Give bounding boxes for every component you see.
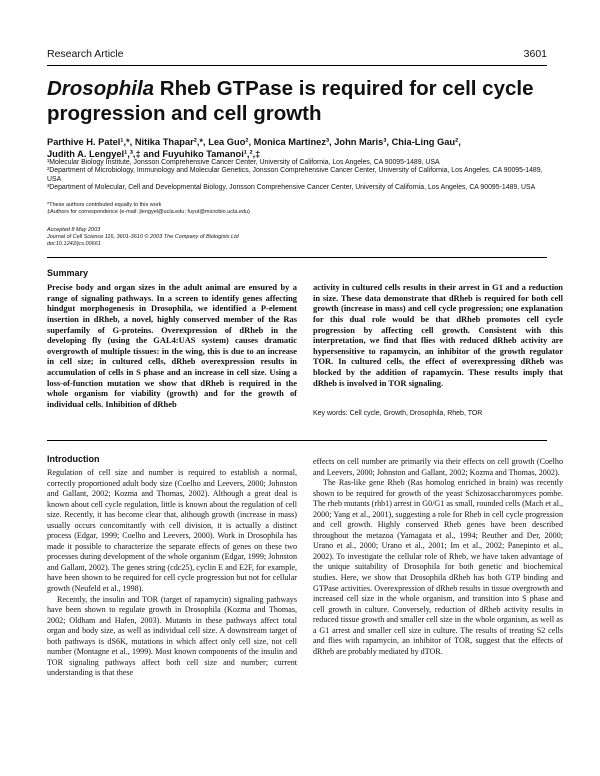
keywords: Key words: Cell cycle, Growth, Drosophila, Rheb, TOR bbox=[313, 410, 483, 417]
authors-line1: Parthive H. Patel¹,*, Nitika Thapar²,*, Lea Guo², Monica Martinez³, John Maris³, Chia-Ling Gau², bbox=[47, 137, 461, 147]
intro-left-column bbox=[47, 468, 297, 679]
introduction-heading: Introduction bbox=[47, 454, 100, 464]
affiliations bbox=[47, 159, 557, 192]
intro-paragraph-3: effects on cell number are primarily via their effects on cell growth (Coelho and Leevers, 2000; Johnston and Gallant, 2002; Kozma and Thomas, 2002). bbox=[313, 457, 563, 477]
header-rule bbox=[47, 65, 547, 66]
summary-left-column bbox=[47, 282, 297, 410]
intro-paragraph-4: The Ras-like gene Rheb (Ras homolog enriched in brain) was recently shown to be required for growth of the yeast Schizosaccharomyces pombe. The rheb mutants (rhb1) arrest in G0/G1 as small, rounded cells (Mach et al., 2000; Yang et al., 2001), suggesting a role for Rheb in cell cycle progression and cell growth. Highly conserved Rheb genes have been described throughout the metazoa (Yamagata et al., 1994; Reuther and Der, 2000; Urano et al., 2000; Urano et al., 2001; Im et al., 2002; Panepinto et al., 2002). To investigate the cellular role of Rheb, we have taken advantage of the unique suitability of Drosophila for both genetic and biochemical studies. Here, we show that Drosophila dRheb has both GTP binding and GTPase activities. Overexpression of dRheb results in tissue overgrowth and increased cell size in the whole organism, and transition into S phase and cell growth in culture. Conversely, reduction of dRheb activity results in reduced tissue growth and smaller cell size in the whole organism, as well as a G1 arrest and smaller cell size in culture. The results of treating S2 cells and flies with rapamycin, an inhibitor of TOR, suggest that the effects of dRheb are probably mediated by dTOR. bbox=[313, 478, 563, 656]
page-number: 3601 bbox=[523, 48, 547, 60]
title-genus: Drosophila bbox=[47, 77, 155, 100]
doi: doi:10.1242/jcs.00661 bbox=[47, 241, 101, 247]
summary-bottom-rule bbox=[47, 440, 547, 441]
affiliation-1: ¹Molecular Biology Institute, Jonsson Comprehensive Cancer Center, University of California, Los Angeles, CA 90095-1489, USA bbox=[47, 159, 440, 166]
intro-paragraph-1: Regulation of cell size and number is required to establish a normal, correctly proportioned adult body size (Coelho and Leevers, 2000; Johnston and Gallant, 2002; Kozma and Thomas, 2002). Although a great deal is known about cell cycle regulation, little is known about the regulation of cell size. Recently, it has become clear that, although growth (increase in mass) usually occurs concomitantly with cell division, it is actually a distinct process (Edgar, 1999; Coelho and Leevers, 2000). Work in Drosophila has made it possible to characterize the separate effects of genes on these two processes during development of the whole organism (Edgar, 1999; Johnston and Gallant, 2002). The genes string (cdc25), cyclin E and E2F, for example, have been shown to be required for cell cycle progression but not for cellular growth (Neufeld et al., 1998). bbox=[47, 468, 297, 594]
running-header bbox=[47, 48, 547, 64]
intro-right-column bbox=[313, 457, 563, 657]
journal-citation: Journal of Cell Science 116, 3601-3610 © 2003 The Company of Biologists Ltd bbox=[47, 234, 239, 240]
title-line2: progression and cell growth bbox=[47, 102, 322, 125]
summary-top-rule bbox=[47, 257, 547, 258]
title-line1: Rheb GTPase is required for cell cycle bbox=[154, 77, 534, 100]
author-list bbox=[47, 137, 557, 161]
intro-paragraph-2: Recently, the insulin and TOR (target of rapamycin) signaling pathways have been shown to regulate growth in Drosophila (Kozma and Thomas, 2002; Oldham and Hafen, 2003). Mutants in these pathways affect total organ and body size, as well as individual cell size. A downstream target of both pathways is dS6K, mutations in which affect only cell size, not cell number (Montagne et al., 1999). Most known components of the insulin and TOR signaling pathways affect both cell size and number; current understanding is that these bbox=[47, 594, 297, 678]
correspondence-note: ‡Authors for correspondence (e-mail: jlengyel@ucla.edu; fuyut@microbio.ucla.edu) bbox=[47, 209, 250, 215]
affiliation-3: ³Department of Molecular, Cell and Developmental Biology, Jonsson Comprehensive Cancer Center, University of California, Los Angeles, CA 90095-1489, USA bbox=[47, 183, 536, 191]
summary-heading: Summary bbox=[47, 268, 89, 278]
affiliation-2: ²Department of Microbiology, Immunology and Molecular Genetics, Jonsson Comprehensive Cancer Center, University of California, Los Angeles, CA 90095-1489, USA bbox=[47, 167, 543, 183]
equal-contribution-note: *These authors contributed equally to this work bbox=[47, 202, 162, 208]
publication-meta bbox=[47, 227, 557, 248]
article-type: Research Article bbox=[47, 48, 124, 60]
summary-right-column bbox=[313, 282, 563, 388]
article-title bbox=[47, 76, 557, 126]
authors-line2: Judith A. Lengyel¹,³,‡ and Fuyuhiko Tamanoi¹,²,‡ bbox=[47, 148, 261, 159]
author-notes bbox=[47, 202, 557, 216]
summary-right-text: activity in cultured cells results in their arrest in G1 and a reduction in size. These data demonstrate that dRheb is required for both cell growth (increase in mass) and cell cycle progression; one explanation for this dual role would be that dRheb promotes cell cycle progression by affecting cell growth. Consistent with this interpretation, we find that flies with reduced dRheb activity are hypersensitive to rapamycin, an inhibitor of the growth regulator TOR. In cultured cells, the effect of overexpressing dRheb was blocked by the addition of rapamycin. These results imply that dRheb is involved in TOR signaling. bbox=[313, 282, 563, 388]
summary-left-text: Precise body and organ sizes in the adult animal are ensured by a range of signaling pathways. In a screen to identify genes affecting hindgut morphogenesis in Drosophila, we identified a P-element insertion in dRheb, a novel, highly conserved member of the Ras superfamily of G-proteins. Overexpression of dRheb in the developing fly (using the GAL4:UAS system) causes dramatic overgrowth of multiple tissues: in the wing, this is due to an increase in cell size; in cultured cells, dRheb overexpression results in accumulation of cells in S phase and an increase in cell size. Using a loss-of-function mutation we show that dRheb is required in the whole organism for viability (growth) and for the growth of individual cells. Inhibition of dRheb bbox=[47, 282, 297, 409]
accepted-date: Accepted 8 May 2003 bbox=[47, 227, 101, 233]
